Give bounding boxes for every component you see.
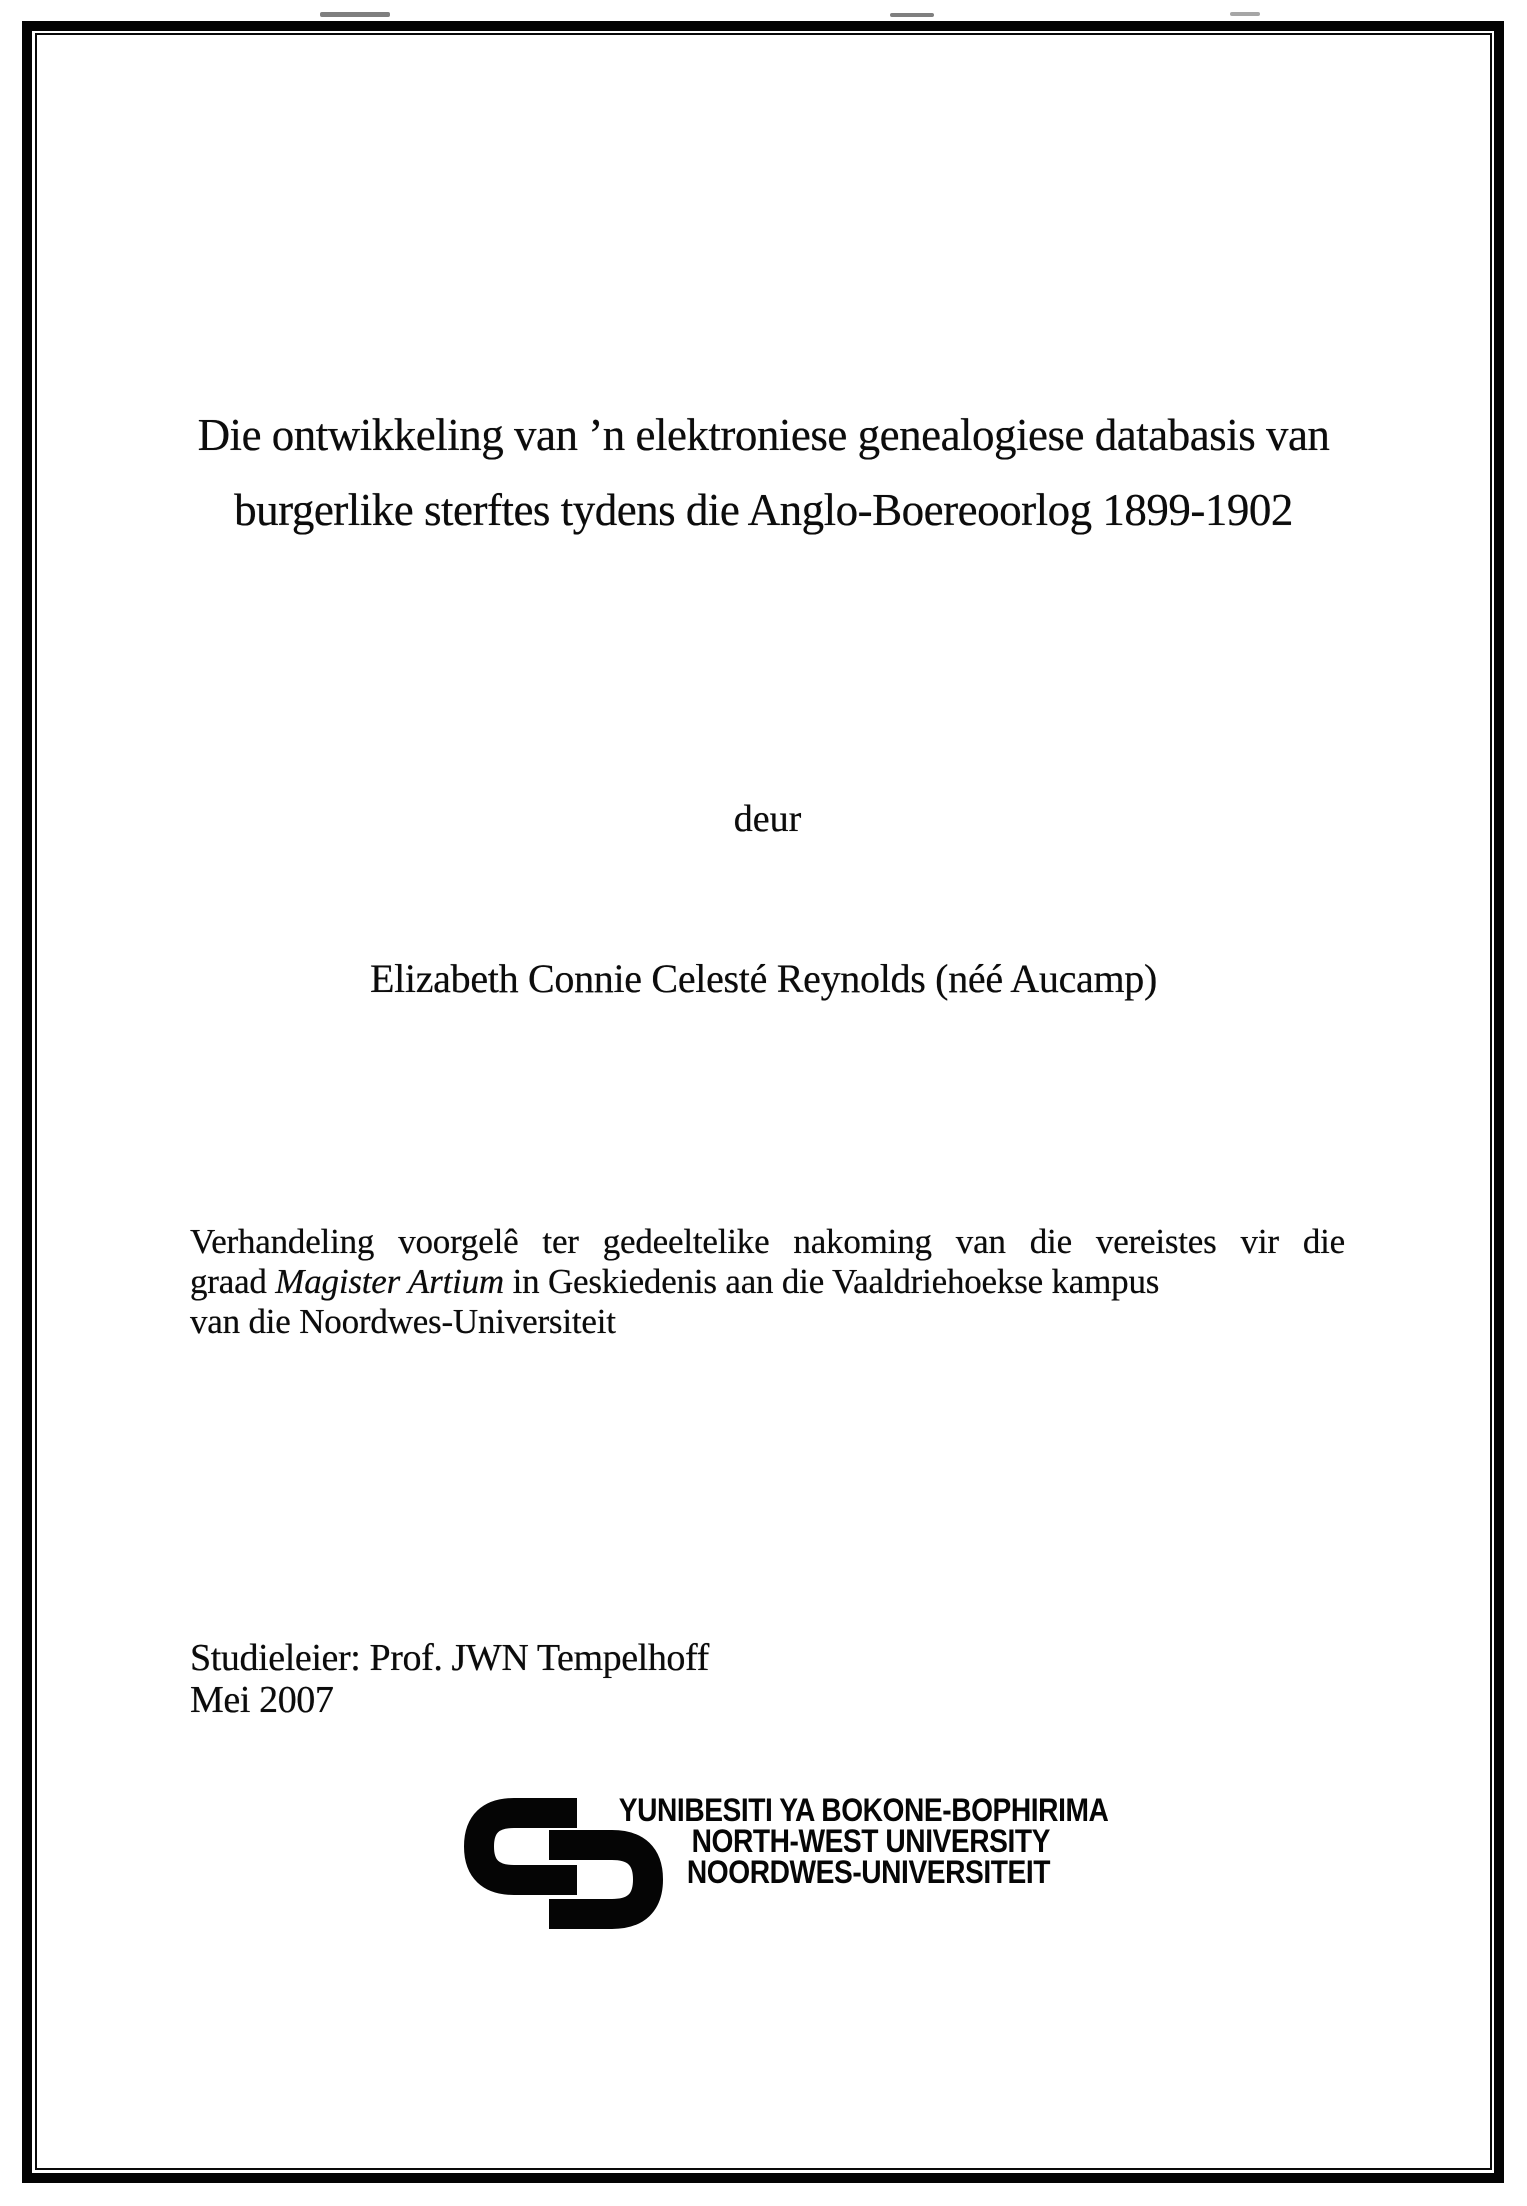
degree-statement-line-2-suffix: in Geskiedenis aan die Vaaldriehoekse kampus: [504, 1262, 1160, 1301]
supervisor-line: Studieleier: Prof. JWN Tempelhoff: [190, 1637, 709, 1679]
page-title-line-1: Die ontwikkeling van ’n elektroniese genealogiese databasis van: [197, 410, 1330, 460]
author-name: Elizabeth Connie Celesté Reynolds (néé Aucamp): [369, 956, 1158, 1001]
logo-text-line-3: NOORDWES-UNIVERSITEIT: [686, 1854, 1050, 1890]
degree-statement-line-3: van die Noordwes-Universiteit: [190, 1302, 616, 1341]
degree-statement-line-2: [190, 1262, 1345, 1302]
degree-statement-line-2-prefix: graad: [190, 1262, 276, 1301]
scan-smudge: [320, 12, 390, 17]
degree-statement-line-1: Verhandeling voorgelê ter gedeeltelike nakoming van die vereistes vir die: [190, 1222, 1345, 1261]
degree-statement: [190, 1222, 1345, 1342]
scan-smudge: [890, 13, 934, 17]
scan-smudge: [1230, 12, 1260, 16]
degree-name-italic: Magister Artium: [275, 1262, 505, 1301]
supervisor-block: [190, 1637, 1090, 1721]
date-line: Mei 2007: [190, 1679, 334, 1721]
byline-label: deur: [733, 798, 802, 840]
page-title-line-2: burgerlike sterftes tydens die Anglo-Boereoorlog 1899-1902: [234, 485, 1293, 535]
page-title: [120, 398, 1407, 548]
logo-text-line-2: NORTH-WEST UNIVERSITY: [691, 1823, 1050, 1859]
logo-text-line-1: YUNIBESITI YA BOKONE-BOPHIRIMA: [618, 1792, 1109, 1828]
university-logo-text: [618, 1792, 1109, 1890]
